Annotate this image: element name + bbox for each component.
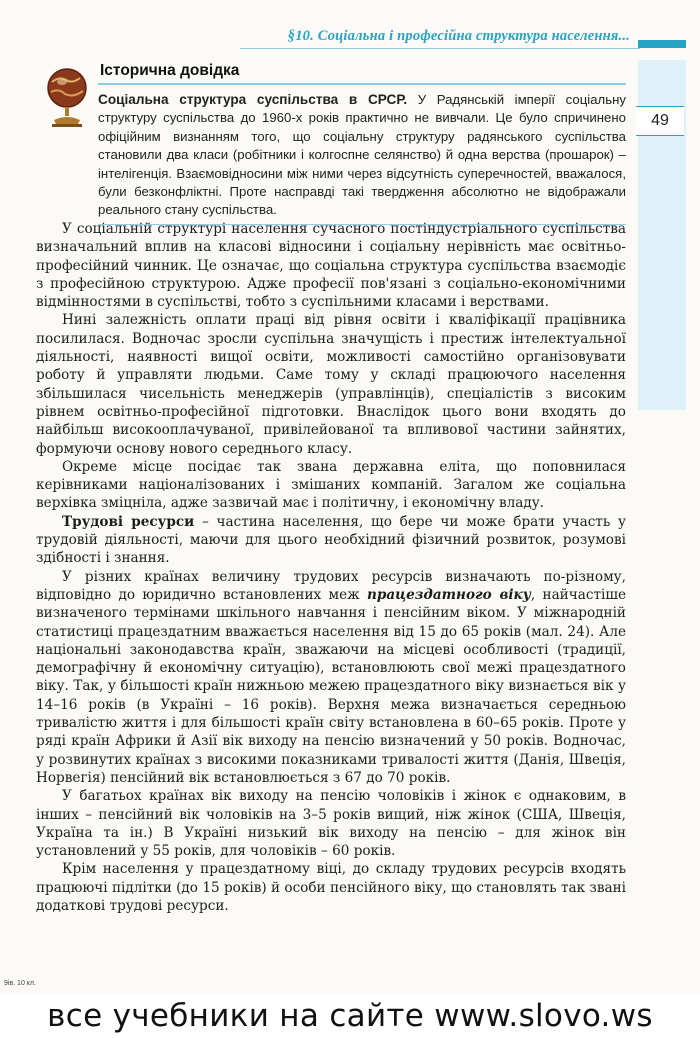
historical-note-text (98, 91, 626, 220)
historical-note-lead: Соціальна структура суспільства в СРСР. (98, 92, 408, 107)
page-number: 49 (636, 106, 684, 136)
paragraph: Окреме місце посідає так звана державна еліта, що поповнилася керівниками націоналізованих і змішаних компаній. Загалом же соціальна верхівка зміцніла, адже зазвичай має і політичну, і економічну владу. (36, 458, 626, 512)
page-edge-bar (638, 40, 686, 48)
historical-note-title: Історична довідка (98, 60, 626, 85)
main-text (36, 220, 626, 915)
paragraph-part: У різних країнах величину трудових ресурсів визначають по-різному, відповідно до юридично встановлених меж (36, 568, 626, 603)
site-banner: все учебники на сайте www.slovo.ws (0, 994, 700, 1038)
header-rule (240, 48, 640, 49)
paragraph-part: , найчастіше визначеного термінами шкільного навчання і пенсійним віком. У міжнародній статистиці працездатним вважається населення від 15 до 65 років (мал. 24). Але національні законодавства країн, зважаючи на місцеві особливості (традиції, демографічну й економічну ситуацію), встановлюють свої межі працездатного віку. Так, у більшості країн нижньою межею працездатного віку визнається вік у 14–16 років (в Україні – 16 років). Верхня межа визначається середньою тривалістю життя і для більшості країн світу встановлена в 60–65 років. Проте у ряді країн Африки й Азії вік виходу на пенсію визначений у 50 років. Водночас, у розвинутих країнах з високими показниками тривалості життя (Данія, Швеція, Норвегія) пенсійний вік встановлюється з 67 до 70 років. (36, 586, 627, 786)
paragraph: У багатьох країнах вік виходу на пенсію чоловіків і жінок є однаковим, в інших – пенсійний вік чоловіків на 3–5 років вищий, ніж жінок (США, Швеція, Україна та ін.) В Україні низький вік виходу на пенсію – для жінок він установлений у 55 років, для чоловіків – 60 років. (36, 788, 626, 860)
paragraph (36, 513, 626, 568)
paragraph: Нині залежність оплати праці від рівня освіти і кваліфікації працівника посилилася. Водночас зросли суспільна значущість і престиж інтелектуальної діяльності, наявності вищої освіти, можливості самостійно організовувати роботу й управляти людьми. Саме тому у складі працюючого населення збільшилася чисельність менеджерів (управлінців), спеціалістів з високим рівнем освітньо-професійної підготовки. Внаслідок цього вони входять до найбільш високооплачуваної, привілейованої та впливової частини зайнятих, формуючи основу нового середнього класу. (36, 312, 626, 457)
paragraph: Крім населення у працездатному віці, до складу трудових ресурсів входять працюючі підлітки (до 15 років) й особи пенсійного віку, що становлять так звані додаткові трудові ресурси. (36, 861, 626, 914)
print-mark: 9ів. 10 кл. (4, 980, 36, 987)
term-labor-resources: Трудові ресурси (62, 513, 195, 530)
historical-note (98, 60, 626, 225)
definition-text: – частина населення, що бере чи може брати участь у трудовій діяльності, маючи для цього необхідний фізичний розвиток, розумові здібності і знання. (36, 513, 626, 567)
running-header: §10. Соціальна і професійна структура населення... (287, 28, 630, 44)
globe-icon (42, 64, 92, 130)
historical-note-body: У Радянській імперії соціальну структуру суспільства до 1960-х років практично не вивчали. Це було спричинено офіційним визнанням того, що соціальну структуру радянського суспільства становили два класи (робітники і колгоспне селянство) й одна верства (прошарок) – інтелігенція. Взаємовідносини між ними через відсутність суперечностей, вважалося, були безконфліктні. Проте насправді такі твердження абсолютно не відображали реального стану суспільства. (98, 92, 626, 218)
paragraph: У соціальній структурі населення сучасного постіндустріального суспільства визначальний вплив на класові відносини і соціальну нерівність має освітньо-професійний чинник. Це означає, що соціальна структура суспільства взаємодіє з професійною структурою. Адже професії пов'язані з соціально-економічними відмінностями в суспільстві, тобто з суспільними класами і верствами. (36, 221, 626, 311)
paragraph (36, 568, 626, 788)
term-working-age: працездатного віку (366, 586, 531, 603)
